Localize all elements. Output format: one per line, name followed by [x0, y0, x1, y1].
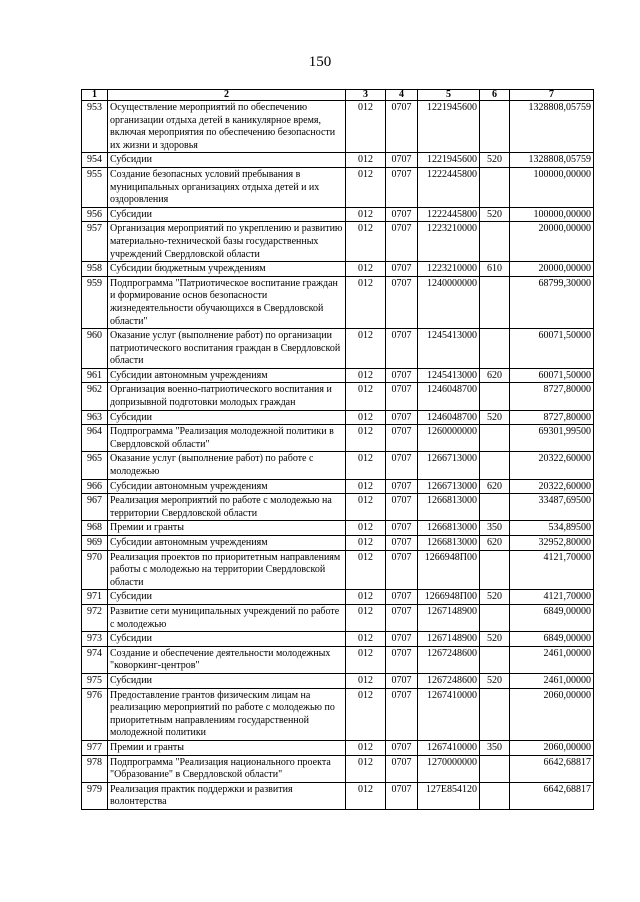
row-article-code: 1222445800: [418, 167, 480, 207]
row-section-code: 0707: [386, 262, 418, 277]
row-article-code: 1245413000: [418, 329, 480, 369]
row-name: Субсидии автономным учреждениям: [108, 479, 346, 494]
table-row: [82, 782, 594, 809]
table-row: [82, 688, 594, 740]
row-expense-type: [480, 550, 510, 590]
row-amount: 6642,68817: [510, 782, 594, 809]
row-expense-type: [480, 782, 510, 809]
row-section-code: 0707: [386, 521, 418, 536]
row-section-code: 0707: [386, 207, 418, 222]
row-article-code: 1222445800: [418, 207, 480, 222]
row-amount: 33487,69500: [510, 494, 594, 521]
row-expense-type: [480, 276, 510, 328]
row-section-code: 0707: [386, 329, 418, 369]
row-name: Реализация мероприятий по работе с молодежью на территории Свердловской области: [108, 494, 346, 521]
row-expense-type: [480, 383, 510, 410]
row-section-code: 0707: [386, 604, 418, 631]
row-amount: 100000,00000: [510, 167, 594, 207]
row-ministry-code: 012: [346, 604, 386, 631]
row-name: Субсидии: [108, 590, 346, 605]
row-name: Подпрограмма "Реализация национального проекта "Образование" в Свердловской области": [108, 755, 346, 782]
row-ministry-code: 012: [346, 688, 386, 740]
row-number: 974: [82, 646, 108, 673]
row-name: Организация мероприятий по укреплению и развитию материально-технической базы государственных учреждений Свердловской области: [108, 222, 346, 262]
row-expense-type: [480, 101, 510, 153]
row-number: 961: [82, 368, 108, 383]
row-name: Субсидии: [108, 153, 346, 168]
row-amount: 32952,80000: [510, 536, 594, 551]
table-row: [82, 101, 594, 153]
row-amount: 20000,00000: [510, 222, 594, 262]
row-amount: 6849,00000: [510, 632, 594, 647]
row-number: 966: [82, 479, 108, 494]
row-number: 971: [82, 590, 108, 605]
row-expense-type: 520: [480, 207, 510, 222]
row-name: Создание безопасных условий пребывания в муниципальных организациях отдыха детей и их оздоровления: [108, 167, 346, 207]
row-section-code: 0707: [386, 276, 418, 328]
row-expense-type: [480, 222, 510, 262]
row-section-code: 0707: [386, 536, 418, 551]
table-row: [82, 368, 594, 383]
row-expense-type: [480, 646, 510, 673]
table-row: [82, 425, 594, 452]
row-amount: 60071,50000: [510, 368, 594, 383]
table-row: [82, 153, 594, 168]
row-ministry-code: 012: [346, 590, 386, 605]
table-row: [82, 673, 594, 688]
row-article-code: 1223210000: [418, 262, 480, 277]
row-section-code: 0707: [386, 167, 418, 207]
row-article-code: 1266948П00: [418, 590, 480, 605]
row-article-code: 1266948П00: [418, 550, 480, 590]
row-name: Премии и гранты: [108, 740, 346, 755]
row-number: 953: [82, 101, 108, 153]
table-row: [82, 494, 594, 521]
row-name: Субсидии: [108, 410, 346, 425]
row-ministry-code: 012: [346, 101, 386, 153]
row-amount: 4121,70000: [510, 590, 594, 605]
row-section-code: 0707: [386, 782, 418, 809]
row-ministry-code: 012: [346, 222, 386, 262]
row-number: 970: [82, 550, 108, 590]
row-number: 967: [82, 494, 108, 521]
row-amount: 1328808,05759: [510, 153, 594, 168]
row-amount: 1328808,05759: [510, 101, 594, 153]
row-name: Оказание услуг (выполнение работ) по организации патриотического воспитания граждан в Свердловской области: [108, 329, 346, 369]
row-name: Подпрограмма "Патриотическое воспитание граждан и формирование основ безопасности жизнедеятельности обучающихся в Свердловской области": [108, 276, 346, 328]
row-section-code: 0707: [386, 383, 418, 410]
col-header: 6: [480, 90, 510, 101]
row-section-code: 0707: [386, 688, 418, 740]
row-amount: 2060,00000: [510, 688, 594, 740]
row-ministry-code: 012: [346, 646, 386, 673]
row-section-code: 0707: [386, 740, 418, 755]
row-name: Реализация проектов по приоритетным направлениям работы с молодежью на территории Свердловской области: [108, 550, 346, 590]
row-number: 964: [82, 425, 108, 452]
row-expense-type: [480, 425, 510, 452]
table-row: [82, 276, 594, 328]
row-amount: 69301,99500: [510, 425, 594, 452]
row-name: Субсидии: [108, 673, 346, 688]
table-row: [82, 167, 594, 207]
row-amount: 20322,60000: [510, 479, 594, 494]
row-ministry-code: 012: [346, 755, 386, 782]
col-header: 1: [82, 90, 108, 101]
row-name: Подпрограмма "Реализация молодежной политики в Свердловской области": [108, 425, 346, 452]
row-ministry-code: 012: [346, 425, 386, 452]
row-ministry-code: 012: [346, 673, 386, 688]
table-row: [82, 740, 594, 755]
row-article-code: 1266813000: [418, 521, 480, 536]
row-name: Оказание услуг (выполнение работ) по работе с молодежью: [108, 452, 346, 479]
table-row: [82, 604, 594, 631]
row-name: Субсидии бюджетным учреждениям: [108, 262, 346, 277]
row-expense-type: [480, 604, 510, 631]
row-ministry-code: 012: [346, 550, 386, 590]
row-expense-type: [480, 688, 510, 740]
row-article-code: 1267248600: [418, 673, 480, 688]
row-article-code: 1246048700: [418, 383, 480, 410]
table-row: [82, 646, 594, 673]
row-section-code: 0707: [386, 755, 418, 782]
row-article-code: 1221945600: [418, 101, 480, 153]
row-section-code: 0707: [386, 590, 418, 605]
row-number: 960: [82, 329, 108, 369]
row-name: Предоставление грантов физическим лицам на реализацию мероприятий по работе с молодежью по приоритетным направлениям государственной молодежной политики: [108, 688, 346, 740]
row-number: 962: [82, 383, 108, 410]
table-row: [82, 632, 594, 647]
table-row: [82, 383, 594, 410]
row-ministry-code: 012: [346, 153, 386, 168]
row-expense-type: [480, 494, 510, 521]
row-number: 959: [82, 276, 108, 328]
col-header: 4: [386, 90, 418, 101]
table-row: [82, 536, 594, 551]
row-expense-type: 520: [480, 590, 510, 605]
row-article-code: 1267410000: [418, 740, 480, 755]
row-section-code: 0707: [386, 222, 418, 262]
row-ministry-code: 012: [346, 494, 386, 521]
table-row: [82, 479, 594, 494]
row-number: 969: [82, 536, 108, 551]
row-ministry-code: 012: [346, 276, 386, 328]
table-row: [82, 550, 594, 590]
row-amount: 534,89500: [510, 521, 594, 536]
row-section-code: 0707: [386, 101, 418, 153]
row-ministry-code: 012: [346, 383, 386, 410]
row-expense-type: 620: [480, 368, 510, 383]
row-number: 978: [82, 755, 108, 782]
row-number: 963: [82, 410, 108, 425]
row-expense-type: 610: [480, 262, 510, 277]
table-row: [82, 329, 594, 369]
row-amount: 6849,00000: [510, 604, 594, 631]
col-header: 7: [510, 90, 594, 101]
row-section-code: 0707: [386, 673, 418, 688]
row-expense-type: 520: [480, 673, 510, 688]
row-number: 973: [82, 632, 108, 647]
row-article-code: 1240000000: [418, 276, 480, 328]
table-row: [82, 207, 594, 222]
row-number: 972: [82, 604, 108, 631]
row-number: 954: [82, 153, 108, 168]
row-amount: 2461,00000: [510, 673, 594, 688]
row-name: Субсидии автономным учреждениям: [108, 536, 346, 551]
row-article-code: 1246048700: [418, 410, 480, 425]
col-header: 2: [108, 90, 346, 101]
row-article-code: 1270000000: [418, 755, 480, 782]
col-header: 5: [418, 90, 480, 101]
row-article-code: 1267248600: [418, 646, 480, 673]
row-number: 956: [82, 207, 108, 222]
row-ministry-code: 012: [346, 479, 386, 494]
row-number: 965: [82, 452, 108, 479]
row-number: 976: [82, 688, 108, 740]
row-name: Организация военно-патриотического воспитания и допризывной подготовки молодых граждан: [108, 383, 346, 410]
row-ministry-code: 012: [346, 740, 386, 755]
row-number: 975: [82, 673, 108, 688]
row-section-code: 0707: [386, 494, 418, 521]
row-section-code: 0707: [386, 425, 418, 452]
row-article-code: 1221945600: [418, 153, 480, 168]
row-expense-type: 620: [480, 536, 510, 551]
row-ministry-code: 012: [346, 632, 386, 647]
row-ministry-code: 012: [346, 782, 386, 809]
row-expense-type: [480, 167, 510, 207]
row-article-code: 1266713000: [418, 479, 480, 494]
row-expense-type: 520: [480, 153, 510, 168]
row-name: Развитие сети муниципальных учреждений по работе с молодежью: [108, 604, 346, 631]
row-section-code: 0707: [386, 479, 418, 494]
row-article-code: 1260000000: [418, 425, 480, 452]
budget-table: [81, 89, 594, 810]
row-number: 955: [82, 167, 108, 207]
row-amount: 6642,68817: [510, 755, 594, 782]
table-row: [82, 222, 594, 262]
table-row: [82, 590, 594, 605]
row-name: Осуществление мероприятий по обеспечению организации отдыха детей в каникулярное время, включая мероприятия по обеспечению безопасности их жизни и здоровья: [108, 101, 346, 153]
row-expense-type: [480, 755, 510, 782]
row-section-code: 0707: [386, 550, 418, 590]
row-ministry-code: 012: [346, 521, 386, 536]
row-article-code: 1267410000: [418, 688, 480, 740]
row-article-code: 1245413000: [418, 368, 480, 383]
row-number: 968: [82, 521, 108, 536]
row-number: 957: [82, 222, 108, 262]
row-article-code: 1266813000: [418, 494, 480, 521]
row-expense-type: 350: [480, 521, 510, 536]
row-article-code: 1266813000: [418, 536, 480, 551]
row-amount: 2060,00000: [510, 740, 594, 755]
table-row: [82, 410, 594, 425]
row-ministry-code: 012: [346, 207, 386, 222]
row-expense-type: [480, 329, 510, 369]
row-amount: 20322,60000: [510, 452, 594, 479]
row-expense-type: [480, 452, 510, 479]
row-article-code: 1266713000: [418, 452, 480, 479]
header-row: [82, 90, 594, 101]
row-expense-type: 350: [480, 740, 510, 755]
row-number: 958: [82, 262, 108, 277]
row-expense-type: 520: [480, 410, 510, 425]
row-section-code: 0707: [386, 153, 418, 168]
row-number: 977: [82, 740, 108, 755]
table-body: [82, 101, 594, 810]
table-row: [82, 452, 594, 479]
row-section-code: 0707: [386, 452, 418, 479]
row-amount: 68799,30000: [510, 276, 594, 328]
row-expense-type: 520: [480, 632, 510, 647]
row-name: Субсидии: [108, 207, 346, 222]
row-section-code: 0707: [386, 632, 418, 647]
row-name: Премии и гранты: [108, 521, 346, 536]
table-row: [82, 521, 594, 536]
row-name: Субсидии: [108, 632, 346, 647]
row-ministry-code: 012: [346, 329, 386, 369]
row-section-code: 0707: [386, 410, 418, 425]
row-name: Субсидии автономным учреждениям: [108, 368, 346, 383]
row-ministry-code: 012: [346, 536, 386, 551]
row-section-code: 0707: [386, 368, 418, 383]
row-ministry-code: 012: [346, 262, 386, 277]
row-ministry-code: 012: [346, 452, 386, 479]
row-amount: 4121,70000: [510, 550, 594, 590]
row-name: Создание и обеспечение деятельности молодежных "коворкинг-центров": [108, 646, 346, 673]
row-amount: 60071,50000: [510, 329, 594, 369]
row-amount: 8727,80000: [510, 383, 594, 410]
page-number: 150: [308, 54, 332, 70]
row-article-code: 1223210000: [418, 222, 480, 262]
col-header: 3: [346, 90, 386, 101]
row-ministry-code: 012: [346, 368, 386, 383]
row-amount: 8727,80000: [510, 410, 594, 425]
row-name: Реализация практик поддержки и развития волонтерства: [108, 782, 346, 809]
row-expense-type: 620: [480, 479, 510, 494]
row-ministry-code: 012: [346, 410, 386, 425]
row-amount: 20000,00000: [510, 262, 594, 277]
row-article-code: 127Е854120: [418, 782, 480, 809]
row-section-code: 0707: [386, 646, 418, 673]
row-amount: 2461,00000: [510, 646, 594, 673]
table-row: [82, 755, 594, 782]
row-article-code: 1267148900: [418, 632, 480, 647]
table-row: [82, 262, 594, 277]
row-ministry-code: 012: [346, 167, 386, 207]
row-number: 979: [82, 782, 108, 809]
row-article-code: 1267148900: [418, 604, 480, 631]
row-amount: 100000,00000: [510, 207, 594, 222]
